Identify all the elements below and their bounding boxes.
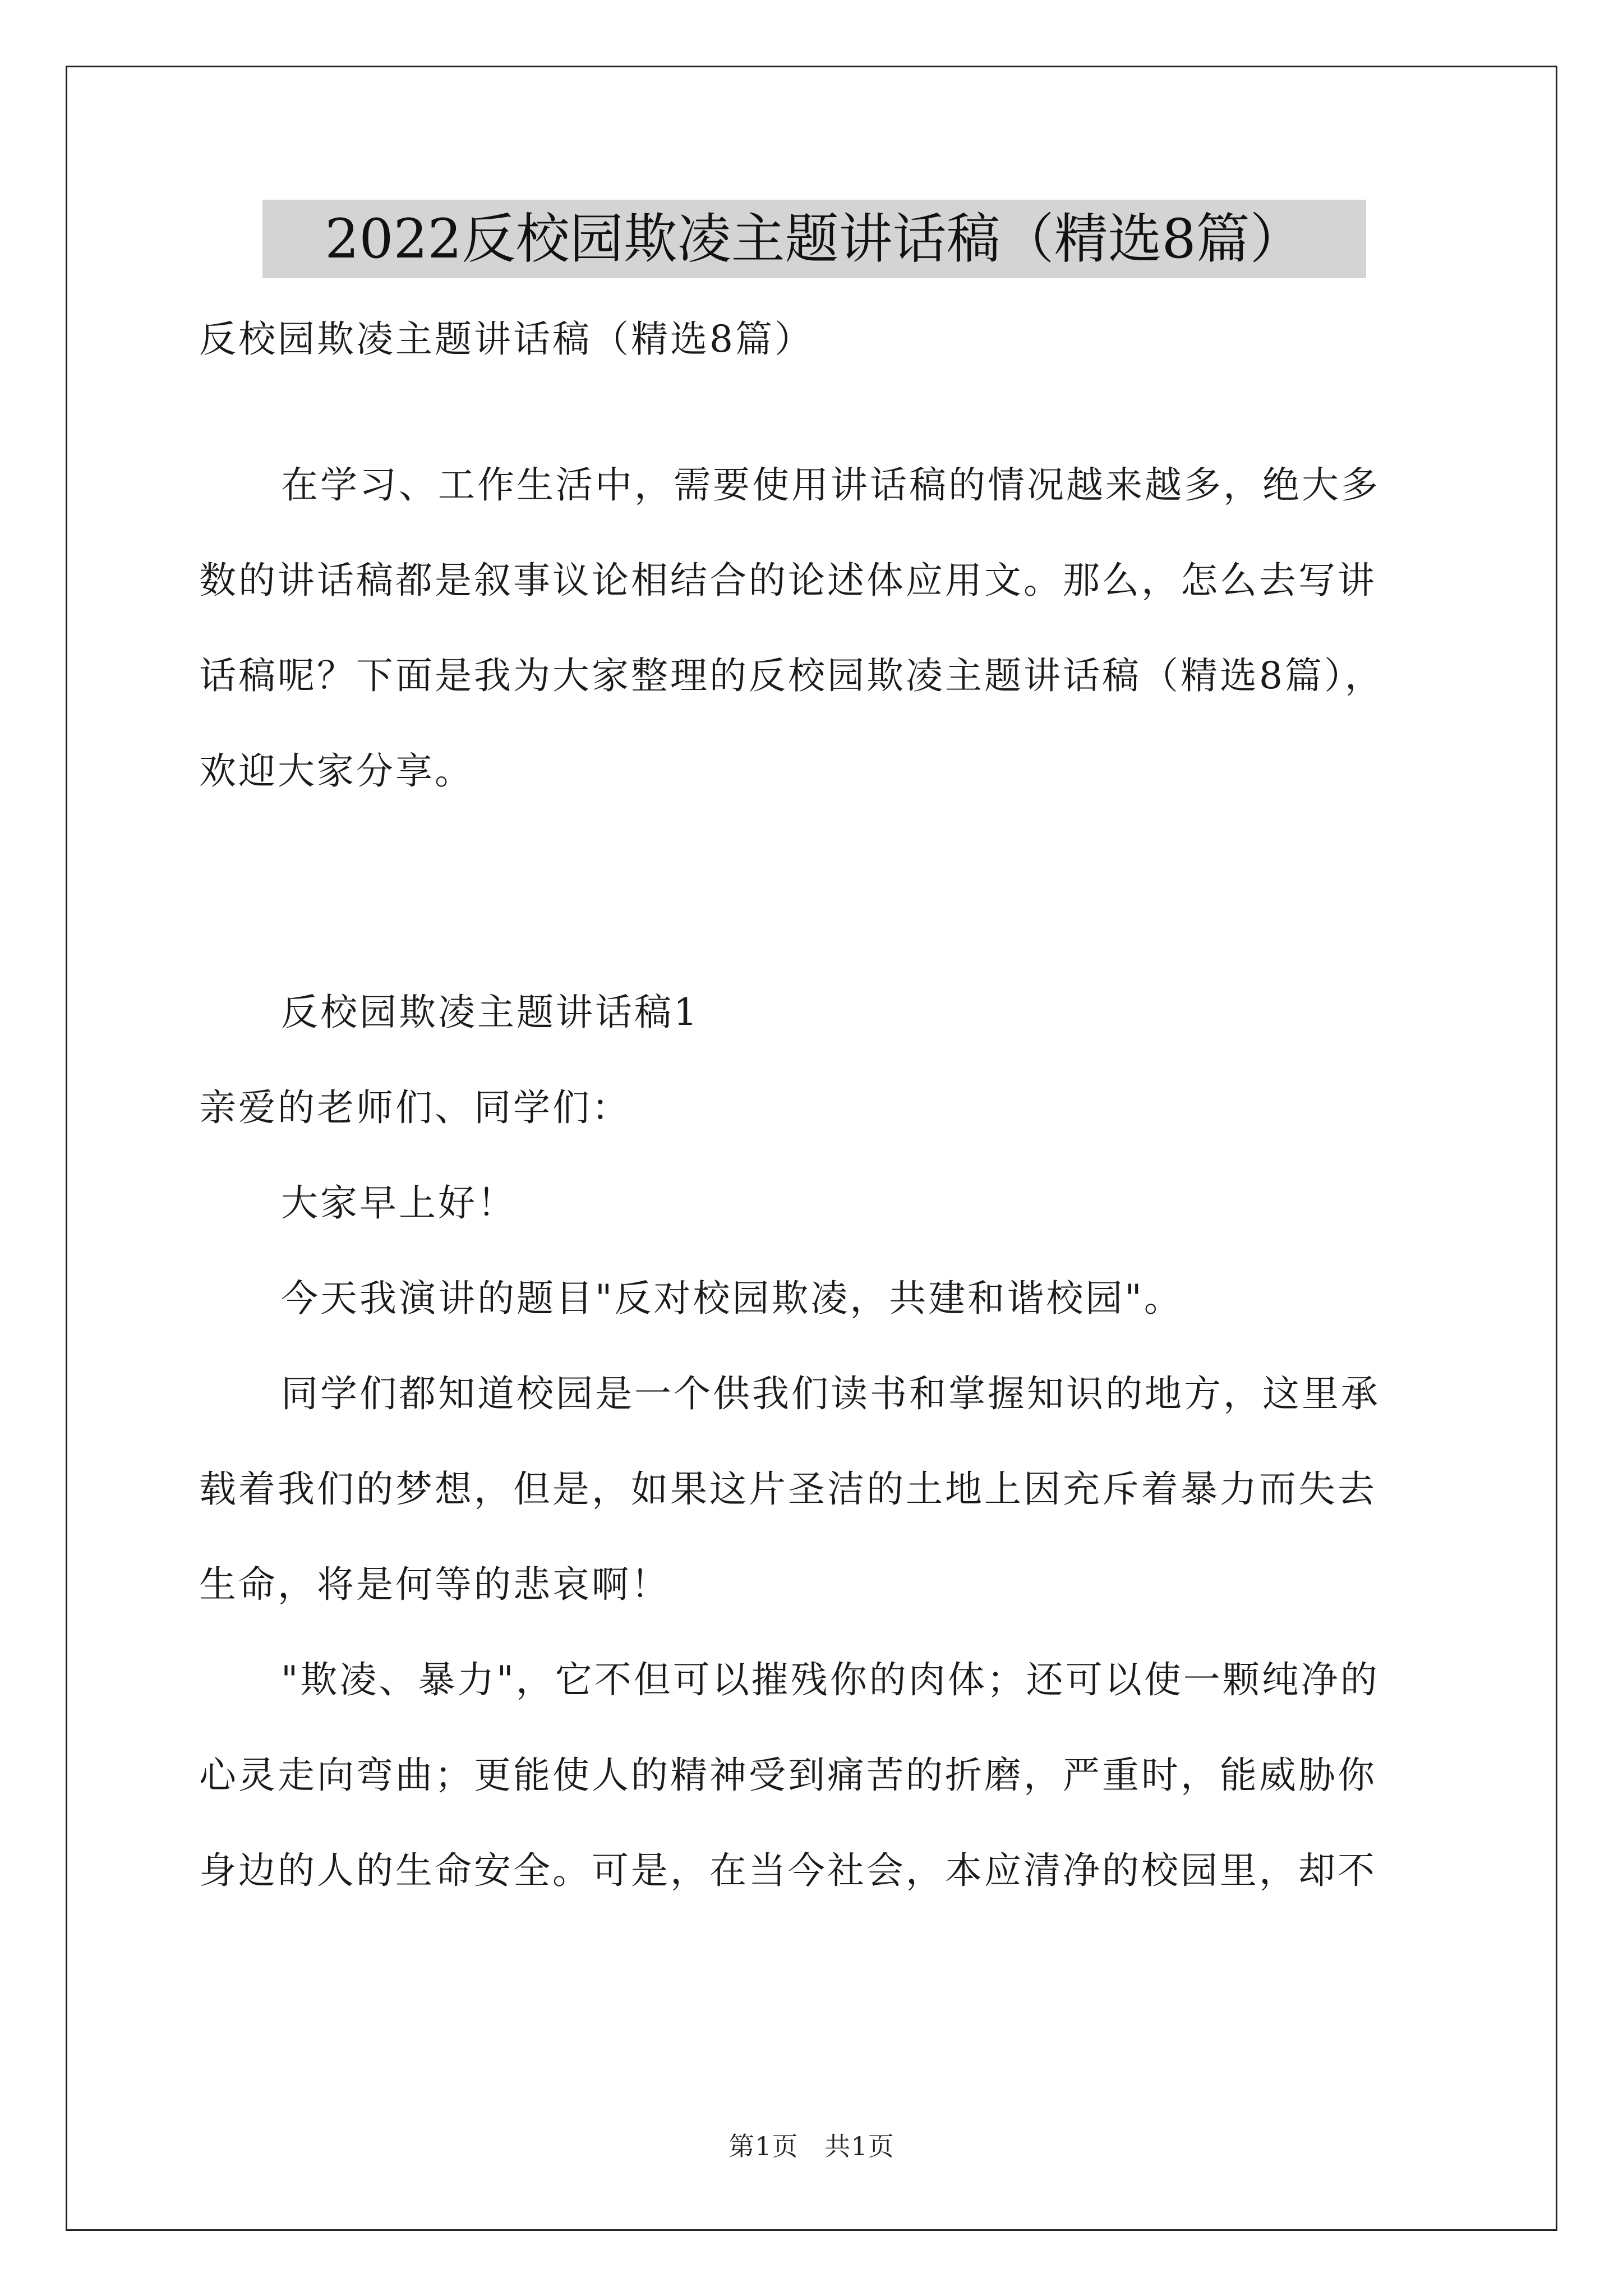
para2-line-1: "欺凌、暴力"，它不但可以摧残你的肉体；还可以使一颗纯净的 (281, 1658, 1380, 1701)
section-heading: 反校园欺凌主题讲话稿1 (281, 991, 699, 1034)
intro-line-1: 在学习、工作生活中，需要使用讲话稿的情况越来越多，绝大多 (281, 463, 1380, 507)
body-paragraph-1 (199, 1346, 1472, 1632)
intro-line-2: 数的讲话稿都是叙事议论相结合的论述体应用文。那么，怎么去写讲 (199, 559, 1377, 602)
page-number-footer: 第1页 共1页 (728, 2131, 895, 2161)
para2-line-2: 心灵走向弯曲；更能使人的精神受到痛苦的折磨，严重时，能威胁你 (199, 1754, 1377, 1797)
para1-line-1: 同学们都知道校园是一个供我们读书和掌握知识的地方，这里承 (281, 1372, 1380, 1415)
para2-line-3: 身边的人的生命安全。可是，在当今社会，本应清净的校园里，却不 (199, 1849, 1377, 1892)
para1-line-2: 载着我们的梦想，但是，如果这片圣洁的土地上因充斥着暴力而失去 (199, 1467, 1377, 1511)
speech-topic: 今天我演讲的题目"反对校园欺凌，共建和谐校园"。 (281, 1277, 1183, 1320)
salutation: 亲爱的老师们、同学们： (199, 1086, 631, 1129)
intro-line-3: 话稿呢？下面是我为大家整理的反校园欺凌主题讲话稿（精选8篇）， (199, 654, 1384, 697)
intro-line-4: 欢迎大家分享。 (199, 749, 474, 793)
greeting: 大家早上好！ (281, 1181, 517, 1225)
document-subtitle: 反校园欺凌主题讲话稿（精选8篇） (199, 318, 814, 361)
intro-paragraph (199, 438, 1472, 819)
document-title: 2022反校园欺凌主题讲话稿（精选8篇） (262, 200, 1366, 278)
body-paragraph-2 (199, 1632, 1472, 1918)
para1-line-3: 生命，将是何等的悲哀啊！ (199, 1563, 670, 1606)
